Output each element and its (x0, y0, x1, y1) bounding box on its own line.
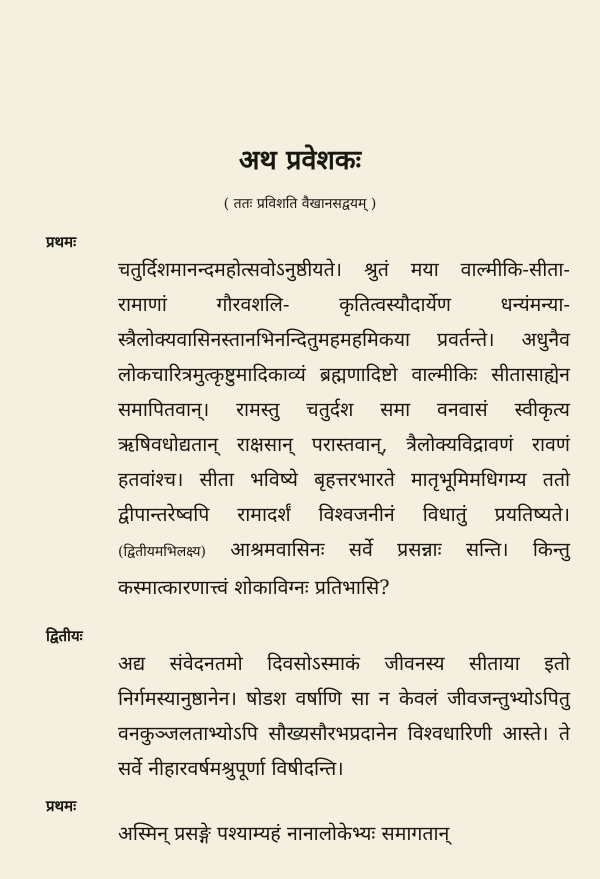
dialogue-first (118, 252, 570, 605)
dialogue-third: अस्मिन् प्रसङ्गे पश्याम्यहं नानालोकेभ्यः समागतान् (118, 822, 450, 845)
inline-stage-direction: (द्वितीयमभिलक्ष्य) (118, 544, 207, 560)
speaker-label-second: द्वितीयः (46, 627, 83, 645)
stage-direction: ( ततः प्रविशति वैखानसद्वयम् ) (223, 196, 377, 212)
dialogue-first-text-continued: आश्रमवासिनः सर्वे प्रसन्नाः सन्ति। किन्तु कस्मात्कारणात्त्वं शोकाविग्नः प्रतिभासि? (118, 538, 570, 599)
dialogue-first-text: चतुर्दिशमानन्दमहोत्सवोऽनुष्ठीयते। श्रुतं मया वाल्मीकि-सीता-रामाणां गौरवशलि- कृतित्वस्यौदार्येण धन्यंमन्या-स्त्रैलोक्यवासिनस्तानभिनन्दितुमहमहमिकया प्रवर्तन्ते। अधुनैव लोकचारित्रमुत्कृष्टुमादिकाव्यं ब्रह्मणादिष्टो वाल्मीकिः सीतासाह्येन समापितवान्। रामस्तु चतुर्दश समा वनवासं स्वीकृत्य ऋषिवधोद्यतान् राक्षसान् परास्तवान्, त्रैलोक्यविद्रावणं रावणं हतवांश्च। सीता भविष्ये बृहत्तरभारते मातृभूमिमधिगम्य ततो द्वीपान्तरेष्वपि रामादर्शं विश्वजनीनं विधातुं प्रयतिष्यते। (118, 258, 570, 526)
speaker-label-first: प्रथमः (46, 233, 77, 251)
speaker-label-third: प्रथमः (46, 797, 77, 815)
scene-heading: अथ प्रवेशकः (238, 145, 362, 176)
dialogue-second: अद्य संवेदनतमो दिवसोऽस्माकं जीवनस्य सीताया इतो निर्गमस्यानुष्ठानेन। षोडश वर्षाणि सा न केवलं जीवजन्तुभ्योऽपितु वनकुञ्जलताभ्योऽपि सौख्यसौरभप्रदानेन विश्वधारिणी आस्ते। ते सर्वे नीहारवर्षमश्रुपूर्णा विषीदन्ति। (118, 652, 570, 780)
